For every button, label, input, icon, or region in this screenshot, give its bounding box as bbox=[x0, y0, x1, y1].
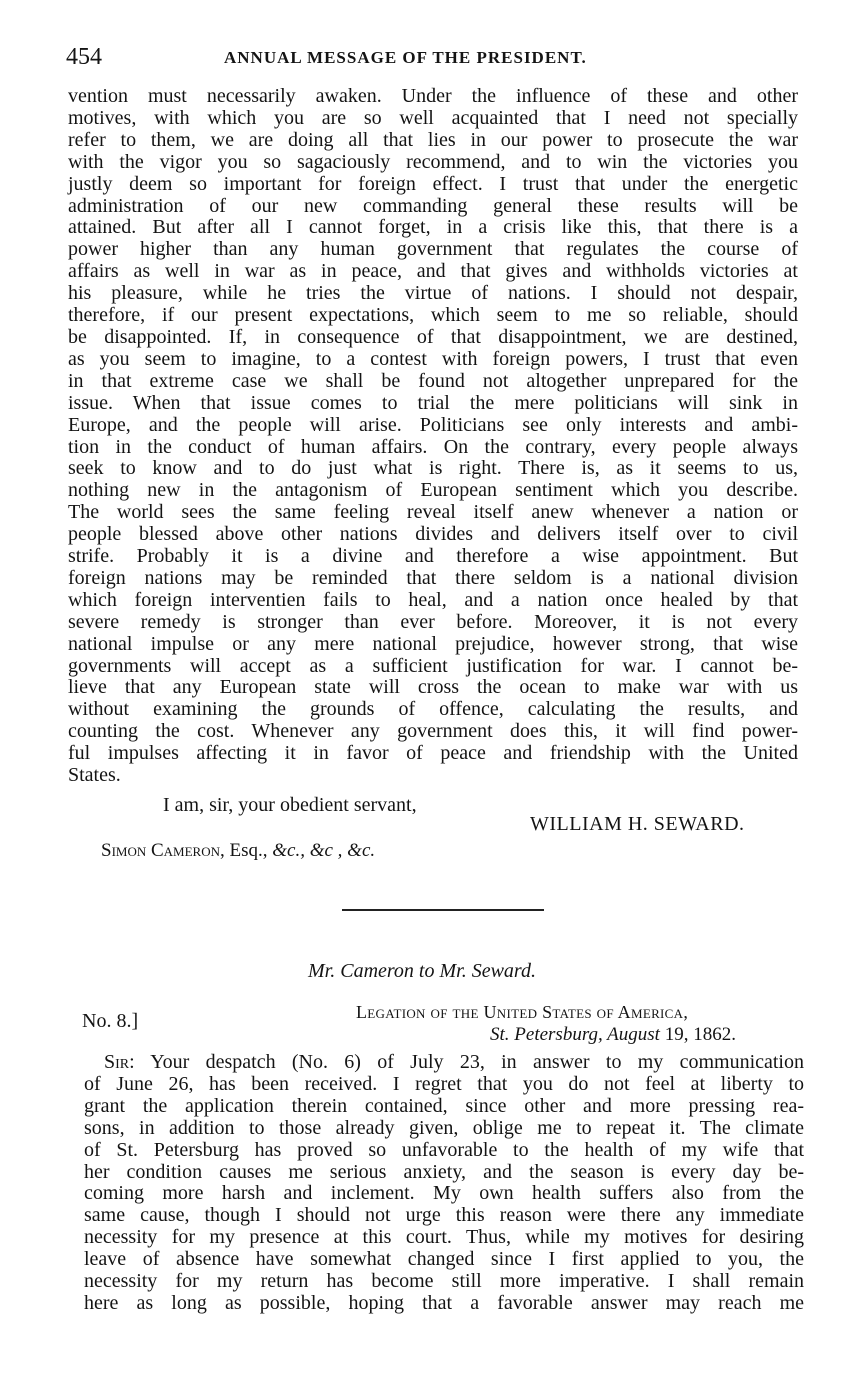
text-line: national impulse or any mere national prejudice, however strong, that wise bbox=[68, 632, 798, 655]
complimentary-close: I am, sir, your obedient servant, bbox=[163, 794, 417, 816]
text-line: of June 26, has been received. I regret that you do not feel at liberty to bbox=[84, 1072, 804, 1095]
text-line: issue. When that issue comes to trial the mere politicians will sink in bbox=[68, 391, 798, 414]
text-line: States. bbox=[68, 764, 121, 787]
addressee-etc: &c., &c , &c. bbox=[272, 840, 376, 861]
text-line: tion in the conduct of human affairs. On the contrary, every people always bbox=[68, 435, 798, 458]
addressee bbox=[101, 840, 375, 862]
text-line: severe remedy is stronger than ever before. Moreover, it is not every bbox=[68, 610, 798, 633]
salutation: Sir: bbox=[104, 1051, 135, 1073]
text-line: nothing new in the antagonism of European sentiment which you describe. bbox=[68, 479, 798, 502]
text-line: sons, in addition to those already given, oblige me to repeat it. The climate bbox=[84, 1116, 804, 1139]
signature: WILLIAM H. SEWARD. bbox=[530, 813, 745, 835]
text-line: as you seem to imagine, to a contest with foreign powers, I trust that even bbox=[68, 347, 798, 370]
text-line: strife. Probably it is a divine and therefore a wise appointment. But bbox=[68, 545, 798, 568]
text-line: administration of our new commanding general these results will be bbox=[68, 194, 798, 217]
document-heading: Mr. Cameron to Mr. Seward. bbox=[308, 960, 536, 982]
section-divider bbox=[342, 909, 544, 911]
text-line: same cause, though I should not urge this reason were there any immediate bbox=[84, 1204, 804, 1227]
text-line: seek to know and to do just what is right. There is, as it seems to us, bbox=[68, 457, 798, 480]
page-header bbox=[66, 44, 796, 74]
text-line: governments will accept as a sufficient justification for war. I cannot be- bbox=[68, 654, 798, 677]
text-line: which foreign interventien fails to heal, and a nation once healed by that bbox=[68, 588, 798, 611]
text-line: refer to them, we are doing all that lies in our power to prosecute the war bbox=[68, 128, 798, 151]
page-number: 454 bbox=[66, 44, 102, 70]
text-line: motives, with which you are so well acquainted that I need not specially bbox=[68, 106, 798, 129]
text-line: without examining the grounds of offence, calculating the results, and bbox=[68, 698, 798, 721]
despatch-number: No. 8.] bbox=[82, 1010, 139, 1032]
letter-body-cameron bbox=[84, 1052, 804, 1315]
text-line: of St. Petersburg has proved so unfavorable to the health of my wife that bbox=[84, 1138, 804, 1161]
text-line: necessity for my presence at this court. Thus, while my motives for desiring bbox=[84, 1226, 804, 1249]
text-line: leave of absence have somewhat changed since I first applied to you, the bbox=[84, 1248, 804, 1271]
text-line: coming more harsh and inclement. My own health suffers also from the bbox=[84, 1182, 804, 1205]
text-line: with the vigor you so sagaciously recommend, and to win the victories you bbox=[68, 150, 798, 173]
text-line: The world sees the same feeling reveal itself anew whenever a nation or bbox=[68, 501, 798, 524]
text-line: power higher than any human government that regulates the course of bbox=[68, 238, 798, 261]
text-line bbox=[84, 1052, 804, 1074]
text-line: counting the cost. Whenever any government does this, it will find power- bbox=[68, 720, 798, 743]
text-line: in that extreme case we shall be found not altogether unprepared for the bbox=[68, 369, 798, 392]
text-line: her condition causes me serious anxiety, and the season is every day be- bbox=[84, 1160, 804, 1183]
dateline-legation: Legation of the United States of America, bbox=[356, 1002, 689, 1022]
text-line: people blessed above other nations divides and delivers itself over to civil bbox=[68, 523, 798, 546]
text-line: here as long as possible, hoping that a favorable answer may reach me bbox=[84, 1291, 804, 1314]
text-line: affairs as well in war as in peace, and that gives and withholds victories at bbox=[68, 260, 798, 283]
letter-body-seward bbox=[68, 86, 798, 787]
text-line: attained. But after all I cannot forget, in a crisis like this, that there is a bbox=[68, 216, 798, 239]
text-line: vention must necessarily awaken. Under the influence of these and other bbox=[68, 85, 798, 107]
text-line: necessity for my return has become still more imperative. I shall remain bbox=[84, 1270, 804, 1293]
addressee-title: , Esq., bbox=[220, 840, 273, 861]
running-head: ANNUAL MESSAGE OF THE PRESIDENT. bbox=[224, 48, 587, 67]
text-line: lieve that any European state will cross the ocean to make war with us bbox=[68, 676, 798, 699]
dateline-year: 19, 1862. bbox=[659, 1024, 736, 1045]
text-line: be disappointed. If, in consequence of that disappointment, we are destined, bbox=[68, 325, 798, 348]
dateline-place-date bbox=[490, 1024, 736, 1046]
text-line: Europe, and the people will arise. Politicians see only interests and ambi- bbox=[68, 413, 798, 436]
text-line: grant the application therein contained, since other and more pressing rea- bbox=[84, 1094, 804, 1117]
addressee-name: Simon Cameron bbox=[101, 840, 220, 861]
text-line: ful impulses affecting it in favor of peace and friendship with the United bbox=[68, 742, 798, 765]
text-line: his pleasure, while he tries the virtue of nations. I should not despair, bbox=[68, 282, 798, 305]
text-line: justly deem so important for foreign effect. I trust that under the energetic bbox=[68, 172, 798, 195]
text-line: therefore, if our present expectations, which seem to me so reliable, should bbox=[68, 304, 798, 327]
text-line-rest: Your despatch (No. 6) of July 23, in answer to my communication bbox=[134, 1051, 804, 1073]
text-line: foreign nations may be reminded that there seldom is a national division bbox=[68, 566, 798, 589]
dateline-place: St. Petersburg, August bbox=[490, 1024, 660, 1045]
